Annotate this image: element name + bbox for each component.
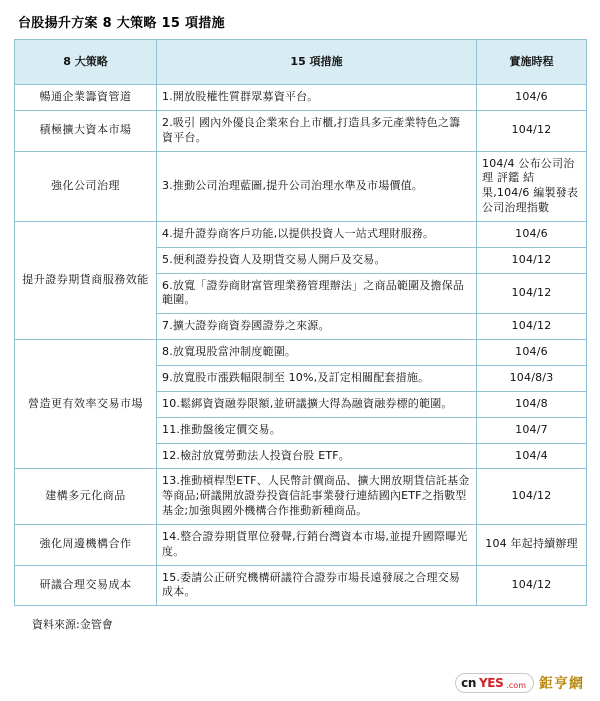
cell-measure: 14.整合證券期貨單位發聲,行銷台灣資本市場,並提升國際曝光度。: [157, 524, 477, 565]
cell-schedule: 104/6: [477, 85, 587, 111]
cell-strategy: 提升證券期貨商服務效能: [15, 221, 157, 339]
source-note: 資料來源:金管會: [32, 618, 113, 632]
table-body: [15, 85, 587, 606]
cell-measure: 6.放寬「證券商財富管理業務管理辦法」之商品範圍及擔保品範圍。: [157, 273, 477, 314]
cell-strategy: 建構多元化商品: [15, 469, 157, 525]
cell-schedule: 104/6: [477, 340, 587, 366]
cell-measure: 9.放寬股市漲跌幅限制至 10%,及訂定相關配套措施。: [157, 365, 477, 391]
logo-site-name: 鉅亨網: [539, 676, 584, 692]
cell-schedule: 104/8: [477, 391, 587, 417]
cell-measure: 7.擴大證券商資券國證券之來源。: [157, 314, 477, 340]
cell-strategy: 暢通企業籌資管道: [15, 85, 157, 111]
table-row: [15, 221, 587, 247]
cell-schedule: 104/12: [477, 565, 587, 606]
cell-schedule: 104/8/3: [477, 365, 587, 391]
logo-dotcom-text: .com: [506, 680, 526, 690]
header-row: [15, 40, 587, 85]
cell-schedule: 104/12: [477, 314, 587, 340]
measures-table: [14, 39, 587, 606]
cell-measure: 12.檢討放寬勞動法人投資台股 ETF。: [157, 443, 477, 469]
cell-measure: 8.放寬現股當沖制度範圍。: [157, 340, 477, 366]
table-row: [15, 110, 587, 151]
cell-measure: 10.鬆綁資資融券限額,並研議擴大得為融資融券標的範圍。: [157, 391, 477, 417]
cell-schedule: 104/4: [477, 443, 587, 469]
cell-schedule: 104 年起持續辦理: [477, 524, 587, 565]
cell-measure: 3.推動公司治理藍圖,提升公司治理水準及市場價值。: [157, 151, 477, 221]
logo-yes-text: YES: [479, 676, 504, 690]
cell-schedule: 104/12: [477, 247, 587, 273]
cell-schedule: 104/12: [477, 469, 587, 525]
cell-strategy: 強化周邊機構合作: [15, 524, 157, 565]
cell-schedule: 104/4 公布公司治理 評鑑 結果,104/6 編製發表公司治理指數: [477, 151, 587, 221]
table-row: [15, 340, 587, 366]
table-row: [15, 85, 587, 111]
table-header: [15, 40, 587, 85]
cell-schedule: 104/12: [477, 273, 587, 314]
cell-measure: 5.便利證券投資人及期貨交易人開戶及交易。: [157, 247, 477, 273]
cell-measure: 2.吸引 國內外優良企業來台上市櫃,打造具多元產業特色之籌資平台。: [157, 110, 477, 151]
table-row: [15, 151, 587, 221]
column-header-schedule: 實施時程: [477, 40, 587, 85]
cell-schedule: 104/6: [477, 221, 587, 247]
cell-measure: 15.委請公正研究機構研議符合證券市場長遠發展之合理交易成本。: [157, 565, 477, 606]
cell-measure: 4.提升證券商客戶功能,以提供投資人一站式理財服務。: [157, 221, 477, 247]
column-header-measures: 15 項措施: [157, 40, 477, 85]
page-title: 台股揚升方案 8 大策略 15 項措施: [18, 16, 225, 31]
site-logo: [455, 673, 584, 693]
cell-measure: 13.推動槓桿型ETF、人民幣計價商品、擴大開放期貨信託基金等商品;研議開放證券投資信託事業發行連結國內ETF之指數型基金;加強與國外機構合作推動新種商品。: [157, 469, 477, 525]
cell-measure: 1.開放股權性質群眾募資平台。: [157, 85, 477, 111]
table-row: [15, 469, 587, 525]
table-row: [15, 565, 587, 606]
table-row: [15, 524, 587, 565]
cell-strategy: 強化公司治理: [15, 151, 157, 221]
cell-strategy: 研議合理交易成本: [15, 565, 157, 606]
column-header-strategy: 8 大策略: [15, 40, 157, 85]
cnyes-badge: [455, 673, 534, 693]
cell-strategy: 營造更有效率交易市場: [15, 340, 157, 469]
cell-measure: 11.推動盤後定價交易。: [157, 417, 477, 443]
cell-schedule: 104/7: [477, 417, 587, 443]
cell-strategy: 積極擴大資本市場: [15, 110, 157, 151]
cell-schedule: 104/12: [477, 110, 587, 151]
logo-cn-text: cn: [461, 676, 477, 690]
